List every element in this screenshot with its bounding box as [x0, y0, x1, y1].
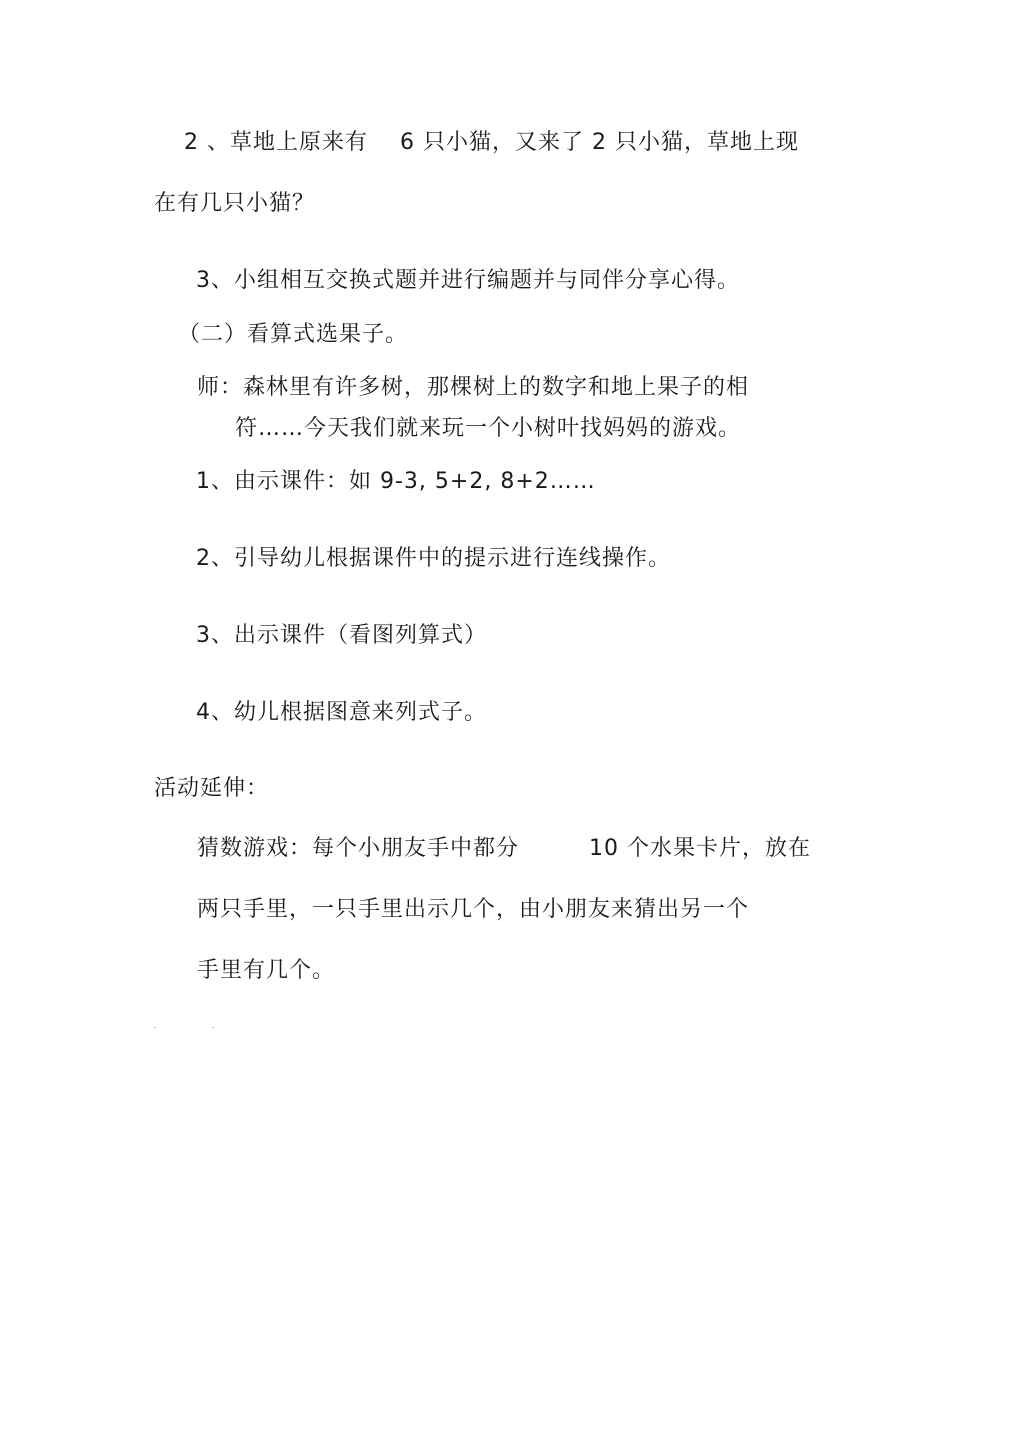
teacher-line-1 — [197, 373, 749, 403]
guessing-game-text-2: 两只手里，一只手里出示几个，由小朋友来猜出另一个 — [197, 897, 750, 922]
scan-speck — [212, 1027, 214, 1028]
guessing-game-text-part-2: 10 个水果卡片，放在 — [589, 836, 812, 861]
list-item-3-text: 3、出示课件（看图列算式） — [196, 623, 487, 648]
problem-2-text-part-3: 2 只小猫，草地上现 — [592, 130, 799, 155]
list-item-3 — [196, 621, 487, 651]
problem-2-line-1 — [184, 128, 799, 158]
list-item-1 — [196, 467, 596, 497]
list-item-4 — [196, 698, 487, 728]
section-heading-2 — [178, 320, 408, 350]
activity-extension-heading — [154, 774, 269, 804]
list-item-1-text: 1、由示课件：如 9-3, 5+2, 8+2…… — [196, 469, 596, 494]
list-item-2 — [196, 544, 671, 574]
section-heading-text: （二）看算式选果子。 — [178, 322, 409, 347]
teacher-line-2 — [235, 414, 741, 444]
guessing-game-line-1 — [197, 834, 811, 864]
problem-2-line-2 — [154, 189, 315, 219]
guessing-game-line-3 — [197, 956, 335, 986]
step-3-text: 3、小组相互交换式题并进行编题并与同伴分享心得。 — [196, 268, 740, 293]
list-item-2-text: 2、引导幼儿根据课件中的提示进行连线操作。 — [196, 546, 671, 571]
problem-2-question: 在有几只小猫？ — [154, 191, 316, 216]
problem-2-text-part-2: 6 只小猫，又来了 — [400, 130, 584, 155]
step-3-exchange — [196, 266, 740, 296]
guessing-game-text-part-1: 猜数游戏：每个小朋友手中都分 — [197, 836, 520, 861]
teacher-text-1: 师：森林里有许多树，那棵树上的数字和地上果子的相 — [197, 375, 750, 400]
scan-speck — [154, 1027, 156, 1028]
problem-2-text-part-1: 2 、草地上原来有 — [184, 130, 368, 155]
teacher-text-2: 符……今天我们就来玩一个小树叶找妈妈的游戏。 — [235, 416, 742, 441]
list-item-4-text: 4、幼儿根据图意来列式子。 — [196, 700, 487, 725]
activity-extension-text: 活动延伸： — [154, 776, 270, 801]
guessing-game-line-2 — [197, 895, 749, 925]
guessing-game-text-3: 手里有几个。 — [197, 958, 336, 983]
